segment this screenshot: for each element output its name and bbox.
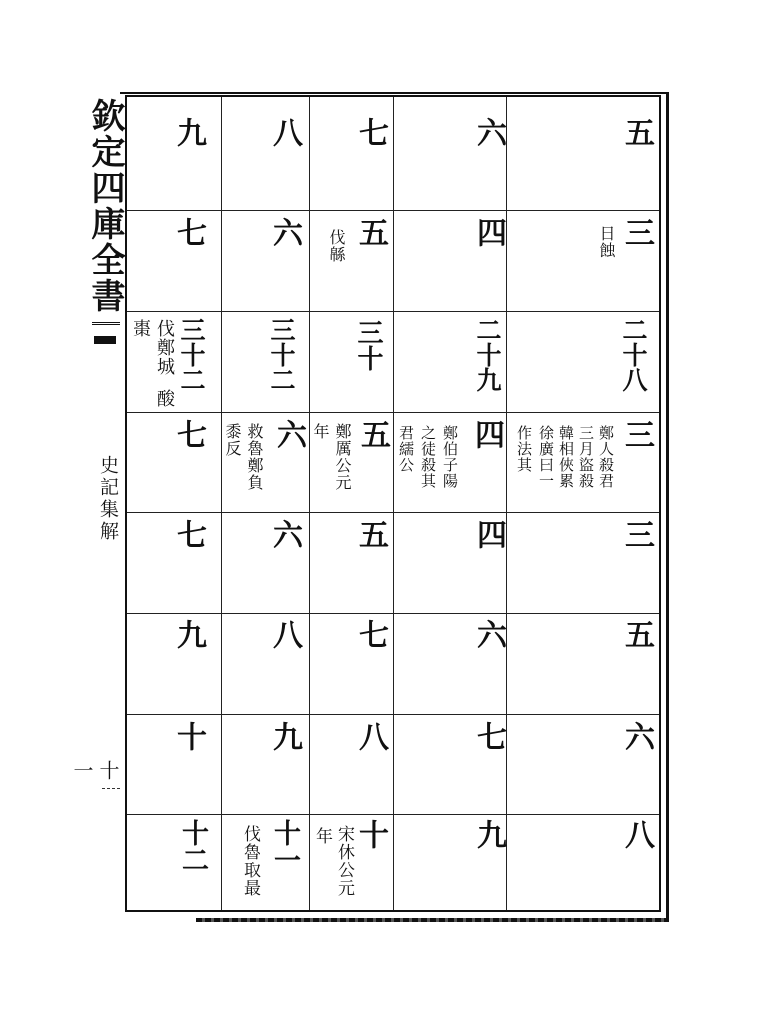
row-divider — [127, 412, 659, 413]
event-note: 伐鄭城 — [154, 319, 175, 376]
event-note: 黍反 — [223, 423, 242, 457]
year-cell: 二十八 — [619, 317, 648, 392]
collection-title: 欽定四庫全書 — [85, 98, 125, 314]
event-note: 伐緜 — [327, 229, 346, 263]
year-cell: 九 — [267, 721, 302, 751]
column-divider — [393, 97, 394, 910]
year-cell: 二十九 — [473, 317, 502, 392]
event-note: 君繻公 — [397, 425, 415, 473]
year-cell: 九 — [171, 619, 206, 649]
year-cell: 七 — [171, 217, 206, 247]
year-cell: 三十二 — [177, 317, 206, 392]
year-cell: 三十 — [353, 319, 383, 371]
event-note: 棗 — [130, 319, 151, 338]
event-note: 鄭人殺君 — [597, 425, 615, 489]
row-divider — [127, 512, 659, 513]
year-cell: 十一 — [269, 819, 300, 873]
event-note: 日蝕 — [597, 225, 616, 259]
event-note: 救魯鄭負 — [245, 423, 264, 491]
outer-frame-top — [120, 92, 669, 94]
row-divider — [127, 311, 659, 312]
year-cell: 六 — [471, 117, 506, 147]
year-cell: 七 — [471, 721, 506, 751]
year-cell: 九 — [171, 117, 206, 147]
year-cell: 四 — [469, 419, 504, 449]
book-title: 史記集解 — [97, 455, 119, 543]
row-divider — [127, 814, 659, 815]
year-cell: 四 — [471, 217, 506, 247]
year-cell: 五 — [355, 419, 390, 449]
event-note: 伐魯取最 — [240, 825, 260, 897]
event-note: 年 — [311, 423, 330, 440]
year-cell: 八 — [267, 117, 302, 147]
event-note: 鄭厲公元 — [333, 423, 352, 491]
year-cell: 七 — [171, 519, 206, 549]
year-cell: 十二 — [177, 819, 208, 873]
margin-dash-rule — [102, 788, 120, 789]
event-note: 鄭伯子陽 — [441, 425, 459, 489]
year-cell: 七 — [353, 117, 388, 147]
column-divider — [506, 97, 507, 910]
margin-fishtail-mark — [92, 322, 120, 325]
column-divider — [221, 97, 222, 910]
year-cell: 六 — [471, 619, 506, 649]
outer-frame-right — [666, 92, 669, 920]
year-cell: 五 — [353, 217, 388, 247]
column-divider — [309, 97, 310, 910]
page-number: 十一 — [70, 760, 120, 780]
outer-frame-bottom — [196, 918, 669, 922]
event-note: 年 — [312, 827, 332, 845]
year-cell: 三十二 — [267, 317, 296, 392]
year-cell: 八 — [267, 619, 302, 649]
row-divider — [127, 714, 659, 715]
year-cell: 六 — [619, 721, 654, 751]
year-cell: 十 — [353, 819, 388, 849]
row-divider — [127, 210, 659, 211]
year-cell: 三 — [619, 217, 654, 247]
event-note: 宋休公元 — [334, 825, 354, 897]
year-cell: 八 — [619, 819, 654, 849]
year-cell: 五 — [619, 117, 654, 147]
event-note: 作法其 — [515, 425, 533, 473]
year-cell: 六 — [271, 419, 306, 449]
margin-fishtail-block — [94, 336, 116, 344]
chronology-table — [125, 95, 661, 912]
event-note: 酸 — [154, 389, 175, 408]
event-note: 韓相俠累 — [557, 425, 575, 489]
year-cell: 六 — [267, 217, 302, 247]
year-cell: 五 — [619, 619, 654, 649]
year-cell: 三 — [619, 419, 654, 449]
year-cell: 五 — [353, 519, 388, 549]
row-divider — [127, 613, 659, 614]
event-note: 徐廣曰一 — [537, 425, 555, 489]
year-cell: 八 — [353, 721, 388, 751]
year-cell: 六 — [267, 519, 302, 549]
year-cell: 四 — [471, 519, 506, 549]
year-cell: 七 — [353, 619, 388, 649]
year-cell: 七 — [171, 419, 206, 449]
event-note: 三月盜殺 — [577, 425, 595, 489]
year-cell: 九 — [471, 819, 506, 849]
year-cell: 十 — [171, 721, 206, 751]
event-note: 之徒殺其 — [419, 425, 437, 489]
year-cell: 三 — [619, 519, 654, 549]
